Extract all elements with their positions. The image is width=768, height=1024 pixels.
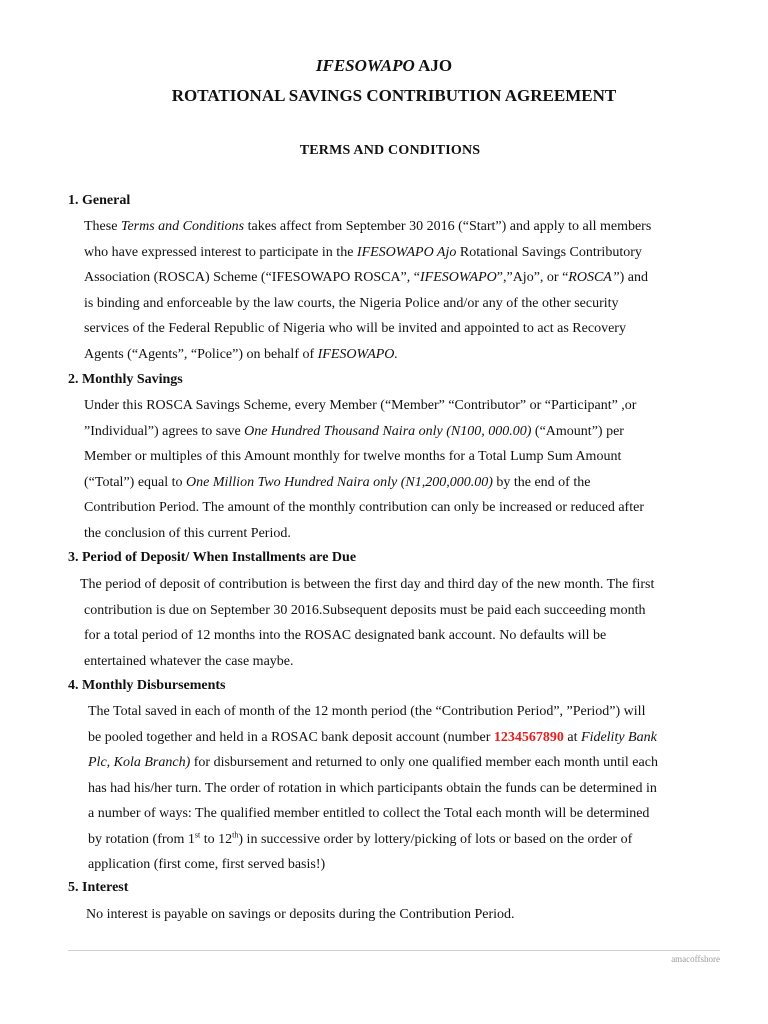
general-line-6: Agents (“Agents”, “Police”) on behalf of IFESOWAPO. — [84, 346, 398, 362]
deposit-line-4: entertained whatever the case maybe. — [84, 653, 294, 669]
section-body-monthly-disbursements — [88, 699, 720, 878]
deposit-line-3: for a total period of 12 months into the ROSAC designated bank account. No defaults will be — [84, 628, 607, 643]
savings-line-6: the conclusion of this current Period. — [84, 525, 291, 541]
interest-line-1: No interest is payable on savings or deposits during the Contribution Period. — [86, 907, 515, 922]
section-body-monthly-savings — [84, 393, 720, 546]
section-heading-interest: 5. Interest — [68, 880, 129, 895]
section-heading-monthly-disbursements: 4. Monthly Disbursements — [68, 678, 226, 693]
disbursements-line-3: Plc, Kola Branch) for disbursement and returned to only one qualified member each month until each — [88, 755, 658, 770]
bank-account-number: 1234567890 — [493, 729, 564, 745]
brand-name: IFESOWAPO — [315, 56, 415, 75]
savings-line-3: Member or multiples of this Amount monthly for twelve months for a Total Lump Sum Amount — [84, 449, 622, 464]
footer-divider — [68, 950, 720, 951]
deposit-line-2: contribution is due on September 30 2016.Subsequent deposits must be paid each succeeding month — [84, 602, 646, 618]
brand-suffix: AJO — [414, 56, 453, 75]
disbursements-line-7: application (first come, first served basis!) — [88, 857, 326, 872]
section-body-period-of-deposit — [80, 572, 720, 674]
disbursements-line-1: The Total saved in each of month of the 12 month period (the “Contribution Period”, ”Period”) will — [88, 704, 646, 719]
document-brand-title — [0, 56, 768, 76]
general-line-5: services of the Federal Republic of Nigeria who will be invited and appointed to act as Recovery — [84, 321, 626, 336]
general-line-4: is binding and enforceable by the law courts, the Nigeria Police and/or any of the other security — [84, 295, 619, 311]
savings-line-4: (“Total”) equal to One Million Two Hundred Naira only (N1,200,000.00) by the end of the — [84, 474, 591, 490]
document-subtitle: TERMS AND CONDITIONS — [299, 143, 481, 158]
disbursements-line-2: be pooled together and held in a ROSAC bank deposit account (number 1234567890 at Fidelity Bank — [88, 729, 657, 745]
section-heading-period-of-deposit: 3. Period of Deposit/ When Installments are Due — [68, 550, 357, 565]
general-line-2: who have expressed interest to participate in the IFESOWAPO Ajo Rotational Savings Contributory — [84, 244, 642, 260]
savings-line-5: Contribution Period. The amount of the monthly contribution can only be increased or reduced after — [84, 500, 644, 515]
section-heading-general: 1. General — [68, 193, 131, 208]
general-line-1: These Terms and Conditions takes affect from September 30 2016 (“Start”) and apply to all members — [84, 219, 652, 234]
disbursements-line-4: has had his/her turn. The order of rotation in which participants obtain the funds can be determined in — [88, 780, 657, 796]
section-heading-monthly-savings: 2. Monthly Savings — [68, 372, 183, 387]
footer-text: amacoffshore — [671, 954, 720, 964]
disbursements-line-6: by rotation (from 1st to 12th) in successive order by lottery/picking of lots or based on the order of — [88, 829, 633, 847]
general-line-3: Association (ROSCA) Scheme (“IFESOWAPO ROSCA”, “IFESOWAPO”,”Ajo”, or “ROSCA”) and — [84, 270, 649, 285]
savings-line-1: Under this ROSCA Savings Scheme, every Member (“Member” “Contributor” or “Participant” ,or — [84, 398, 637, 413]
section-body-interest — [86, 902, 720, 928]
disbursements-line-5: a number of ways: The qualified member entitled to collect the Total each month will be determined — [88, 806, 650, 821]
savings-line-2: ”Individual”) agrees to save One Hundred Thousand Naira only (N100, 000.00) (“Amount”) per — [84, 423, 624, 439]
section-body-general — [84, 214, 720, 367]
deposit-line-1: The period of deposit of contribution is between the first day and third day of the new month. The first — [80, 577, 655, 592]
document-title: ROTATIONAL SAVINGS CONTRIBUTION AGREEMENT — [171, 86, 617, 105]
